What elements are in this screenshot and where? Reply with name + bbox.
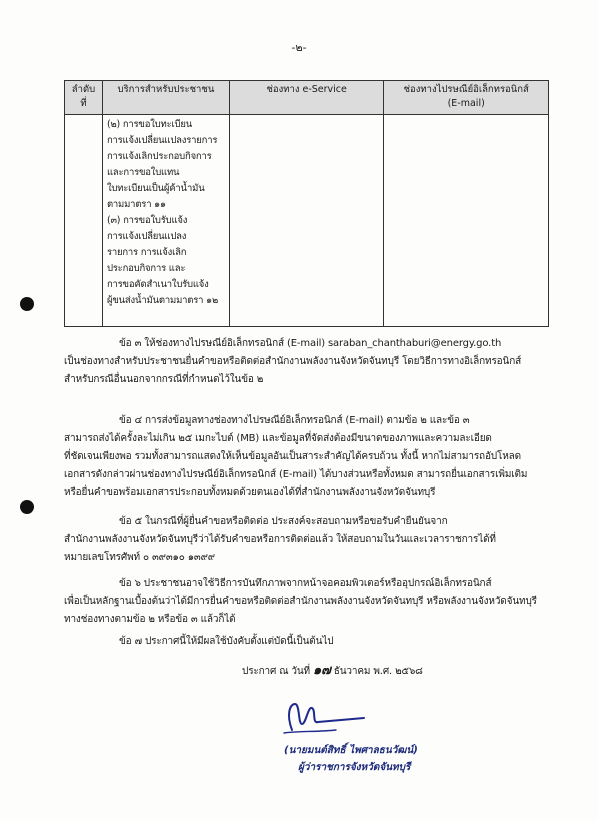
header-number bbox=[65, 81, 103, 115]
table-cell-services bbox=[102, 115, 229, 327]
table-row bbox=[65, 115, 549, 327]
signatory-position: ผู้ว่าราชการจังหวัดจันทบุรี bbox=[298, 762, 411, 773]
service-item-line: (๒) การขอใบทะเบียน bbox=[106, 119, 193, 130]
clause-4-line: เอกสารดังกล่าวผ่านช่องทางไปรษณีย์อิเล็กทรอนิกส์ (E-mail) ได้บางส่วนหรือทั้งหมด สามารถยื่นเอกสารเพิ่มเติม bbox=[64, 469, 528, 480]
clause-4-line: ที่ชัดเจนเพียงพอ รวมทั้งสามารถแสดงให้เห็นข้อมูลอันเป็นสาระสำคัญได้ครบถ้วน ทั้งนี้ หากไม่สามารถอัปโหลด bbox=[64, 451, 521, 462]
signatory-name: (นายมนต์สิทธิ์ ไพศาลธนวัฒน์) bbox=[284, 745, 418, 756]
service-item-line: ประกอบกิจการ และ bbox=[106, 263, 186, 274]
table-cell-number bbox=[65, 115, 103, 327]
service-item-line: ผู้ขนส่งน้ำมันตามมาตรา ๑๒ bbox=[106, 295, 219, 306]
service-item-line: รายการ การแจ้งเลิก bbox=[106, 247, 187, 258]
clause-3-line: เป็นช่องทางสำหรับประชาชนยื่นคำขอหรือติดต่อสำนักงานพลังงานจังหวัดจันทบุรี โดยวิธีการทางอิเล็กทรอนิกส์ bbox=[64, 356, 522, 367]
table-cell-email bbox=[384, 115, 549, 327]
service-item-line: ใบทะเบียนเป็นผู้ค้าน้ำมัน bbox=[106, 183, 205, 194]
clause-5-line: สำนักงานพลังงานจังหวัดจันทบุรีว่าได้รับคำขอหรือการติดต่อแล้ว ให้สอบถามในวันและเวลาราชการได้ที่ bbox=[64, 534, 496, 545]
punch-hole-mark bbox=[20, 297, 34, 311]
announce-date-prefix: ประกาศ ณ วันที่ bbox=[242, 666, 314, 677]
service-item-line: และการขอใบแทน bbox=[106, 167, 180, 178]
clause-6-line: ข้อ ๖ ประชาชนอาจใช้วิธีการบันทึกภาพจากหน้าจอคอมพิวเตอร์หรืออุปกรณ์อิเล็กทรอนิกส์ bbox=[119, 578, 492, 589]
announce-date-day: ๑๗ bbox=[313, 663, 331, 678]
clause-4-line: ข้อ ๔ การส่งข้อมูลทางช่องทางไปรษณีย์อิเล็กทรอนิกส์ (E-mail) ตามข้อ ๒ และข้อ ๓ bbox=[119, 415, 470, 426]
announce-date-suffix: ธันวาคม พ.ศ. ๒๕๖๘ bbox=[330, 666, 423, 677]
table-header-row bbox=[65, 81, 549, 115]
header-email-line: (E-mail) bbox=[447, 98, 485, 109]
clause-3-line: ข้อ ๓ ให้ช่องทางไปรษณีย์อิเล็กทรอนิกส์ (E-mail) saraban_chanthaburi@energy.go.th bbox=[119, 338, 502, 349]
service-item-line: การแจ้งเปลี่ยนแปลงรายการ bbox=[106, 135, 218, 146]
header-service: บริการสำหรับประชาชน bbox=[102, 81, 229, 115]
table-cell-eservice bbox=[229, 115, 384, 327]
clause-6-line: ทางช่องทางตามข้อ ๒ หรือข้อ ๓ แล้วก็ได้ bbox=[64, 614, 236, 625]
service-item-line: การแจ้งเปลี่ยนแปลง bbox=[106, 231, 187, 242]
clause-5-line: ข้อ ๕ ในกรณีที่ผู้ยื่นคำขอหรือติดต่อ ประสงค์จะสอบถามหรือขอรับคำยืนยันจาก bbox=[119, 516, 448, 527]
service-channel-table bbox=[64, 80, 549, 327]
punch-hole-mark bbox=[20, 500, 34, 514]
announce-date bbox=[242, 663, 423, 680]
header-number-line: ลำดับ bbox=[71, 84, 96, 95]
clause-7-line: ข้อ ๗ ประกาศนี้ให้มีผลใช้บังคับตั้งแต่บัดนี้เป็นต้นไป bbox=[119, 636, 334, 647]
clause-5-line: หมายเลขโทรศัพท์ ๐ ๓๙๓๑๐ ๑๓๙๙ bbox=[64, 552, 215, 563]
clause-4-line: หรือยื่นคำขอพร้อมเอกสารประกอบทั้งหมดด้วยตนเองได้ที่สำนักงานพลังงานจังหวัดจันทบุรี bbox=[64, 487, 436, 498]
page-number: -๒- bbox=[291, 41, 307, 54]
clause-3-line: สำหรับกรณีอื่นนอกจากกรณีที่กำหนดไว้ในข้อ ๒ bbox=[64, 374, 264, 385]
service-item-line: การแจ้งเลิกประกอบกิจการ bbox=[106, 151, 212, 162]
clause-4-line: สามารถส่งได้ครั้งละไม่เกิน ๒๕ เมกะไบต์ (MB) และข้อมูลที่จัดส่งต้องมีขนาดของภาพและความละเอียด bbox=[64, 433, 492, 444]
service-item-line: (๓) การขอใบรับแจ้ง bbox=[106, 215, 188, 226]
header-email bbox=[384, 81, 549, 115]
header-email-line: ช่องทางไปรษณีย์อิเล็กทรอนิกส์ bbox=[403, 84, 529, 95]
handwritten-signature bbox=[278, 700, 368, 738]
clause-6-line: เพื่อเป็นหลักฐานเบื้องต้นว่าได้มีการยื่นคำขอหรือติดต่อสำนักงานพลังงานจังหวัดจันทบุรี หรือพลังงานจังหวัดจันทบุรี bbox=[64, 596, 537, 607]
service-item-line: ตามมาตรา ๑๑ bbox=[106, 199, 166, 210]
service-item-line: การขอคัดสำเนาใบรับแจ้ง bbox=[106, 279, 209, 290]
header-number-line: ที่ bbox=[80, 98, 87, 109]
header-eservice: ช่องทาง e-Service bbox=[229, 81, 384, 115]
